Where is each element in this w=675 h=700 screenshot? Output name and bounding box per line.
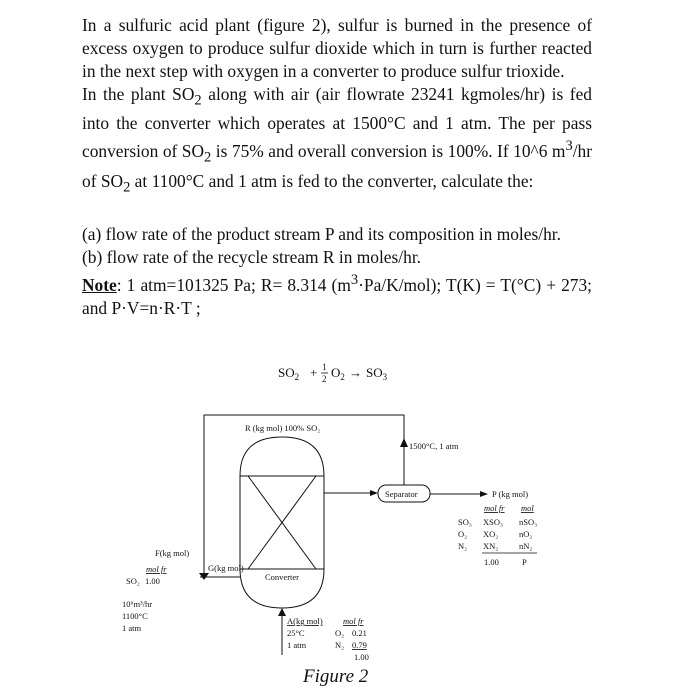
svg-text:F(kg mol): F(kg mol): [155, 548, 190, 558]
svg-text:mol fr: mol fr: [484, 503, 505, 513]
svg-text:XSO₃: XSO₃: [483, 517, 503, 527]
svg-text:2: 2: [322, 374, 327, 384]
svg-text:1.00: 1.00: [484, 557, 499, 567]
separator-label: Separator: [385, 489, 418, 499]
converter-outlet-stream: [324, 490, 378, 496]
svg-text:1.00: 1.00: [145, 576, 160, 586]
svg-text:mol fr: mol fr: [146, 564, 167, 574]
product-stream: [430, 491, 488, 497]
recycle-label: R (kg mol) 100% SO₂: [245, 423, 321, 433]
converter-label: Converter: [265, 572, 299, 582]
svg-text:0.79: 0.79: [352, 640, 367, 650]
combined-feed-label: G(kg mol): [208, 563, 244, 573]
svg-text:P: P: [522, 557, 527, 567]
svg-text:XN₂: XN₂: [483, 541, 499, 551]
air-table: [287, 616, 369, 662]
svg-text:10⁶m³/hr: 10⁶m³/hr: [122, 599, 153, 609]
note: Note: 1 atm=101325 Pa; R= 8.314 $(m^3\cdot Pa/K/mol)$; T(K) = T(°C) + 273; and P·V=n·R·T ;: [82, 272, 593, 318]
svg-text:nSO₃: nSO₃: [519, 517, 538, 527]
question-a: (a) flow rate of the product stream P and its composition in moles/hr.: [82, 224, 561, 245]
svg-text:SO3: $SO_3$: [366, 365, 388, 382]
svg-text:SO₂: SO₂: [126, 576, 140, 586]
svg-text:0.21: 0.21: [352, 628, 367, 638]
svg-text:1.00: 1.00: [354, 652, 369, 662]
product-row: SO₃: [458, 517, 472, 527]
feed-table: [122, 548, 189, 633]
product-row: N₂: [458, 541, 468, 551]
question-b: (b) flow rate of the recycle stream R in moles/hr.: [82, 247, 421, 268]
fresh-feed-stream: [199, 573, 209, 580]
svg-text:nO₂: nO₂: [519, 529, 533, 539]
svg-text:→: →: [349, 365, 362, 380]
svg-text:A(kg mol): A(kg mol): [287, 616, 323, 626]
svg-text:1 atm: 1 atm: [287, 640, 307, 650]
product-table: [458, 489, 537, 567]
svg-text:mol: mol: [521, 503, 534, 513]
recycle-stream: [204, 415, 408, 577]
svg-text:mol fr: mol fr: [343, 616, 364, 626]
svg-text:O₂: O₂: [335, 628, 345, 638]
svg-text:N₂: N₂: [335, 640, 345, 650]
product-row: O₂: [458, 529, 468, 539]
svg-text:XO₂: XO₂: [483, 529, 499, 539]
svg-text:O2: $O_2$: [331, 365, 345, 382]
svg-text:25°C: 25°C: [287, 628, 305, 638]
figure-caption: Figure 2: [303, 666, 369, 687]
converter-vessel: [240, 437, 324, 608]
svg-text:P (kg mol): P (kg mol): [492, 489, 529, 499]
paragraph-plant: In the plant $SO_2$ along with air (air flowrate 23241 kgmoles/hr) is fed into the converter which operates at 1500°C and 1 atm. The per pass conversion of $SO_2$ is 75% and overall conversion is 100%. If 10^6 $m^3/hr$ of $SO_2$ at 1100°C and 1 atm is fed to the converter, calculate the:: [82, 84, 593, 196]
air-feed-stream: [278, 608, 286, 655]
paragraph-intro: In a sulfuric acid plant (figure 2), sulfur is burned in the presence of excess oxygen to produce sulfur dioxide which in turn is further reacted in the next step with oxygen in a converter to produce sulfur trioxide.: [82, 15, 592, 81]
svg-text:nN₂: nN₂: [519, 541, 533, 551]
svg-text:1100°C: 1100°C: [122, 611, 148, 621]
reaction-equation: [278, 362, 388, 384]
separator-condition: 1500°C, 1 atm: [409, 441, 459, 451]
svg-text:SO2: $SO_2$: [278, 365, 300, 382]
svg-text:1: 1: [322, 362, 327, 372]
svg-text:1 atm: 1 atm: [122, 623, 142, 633]
svg-text:+: +: [310, 365, 318, 380]
